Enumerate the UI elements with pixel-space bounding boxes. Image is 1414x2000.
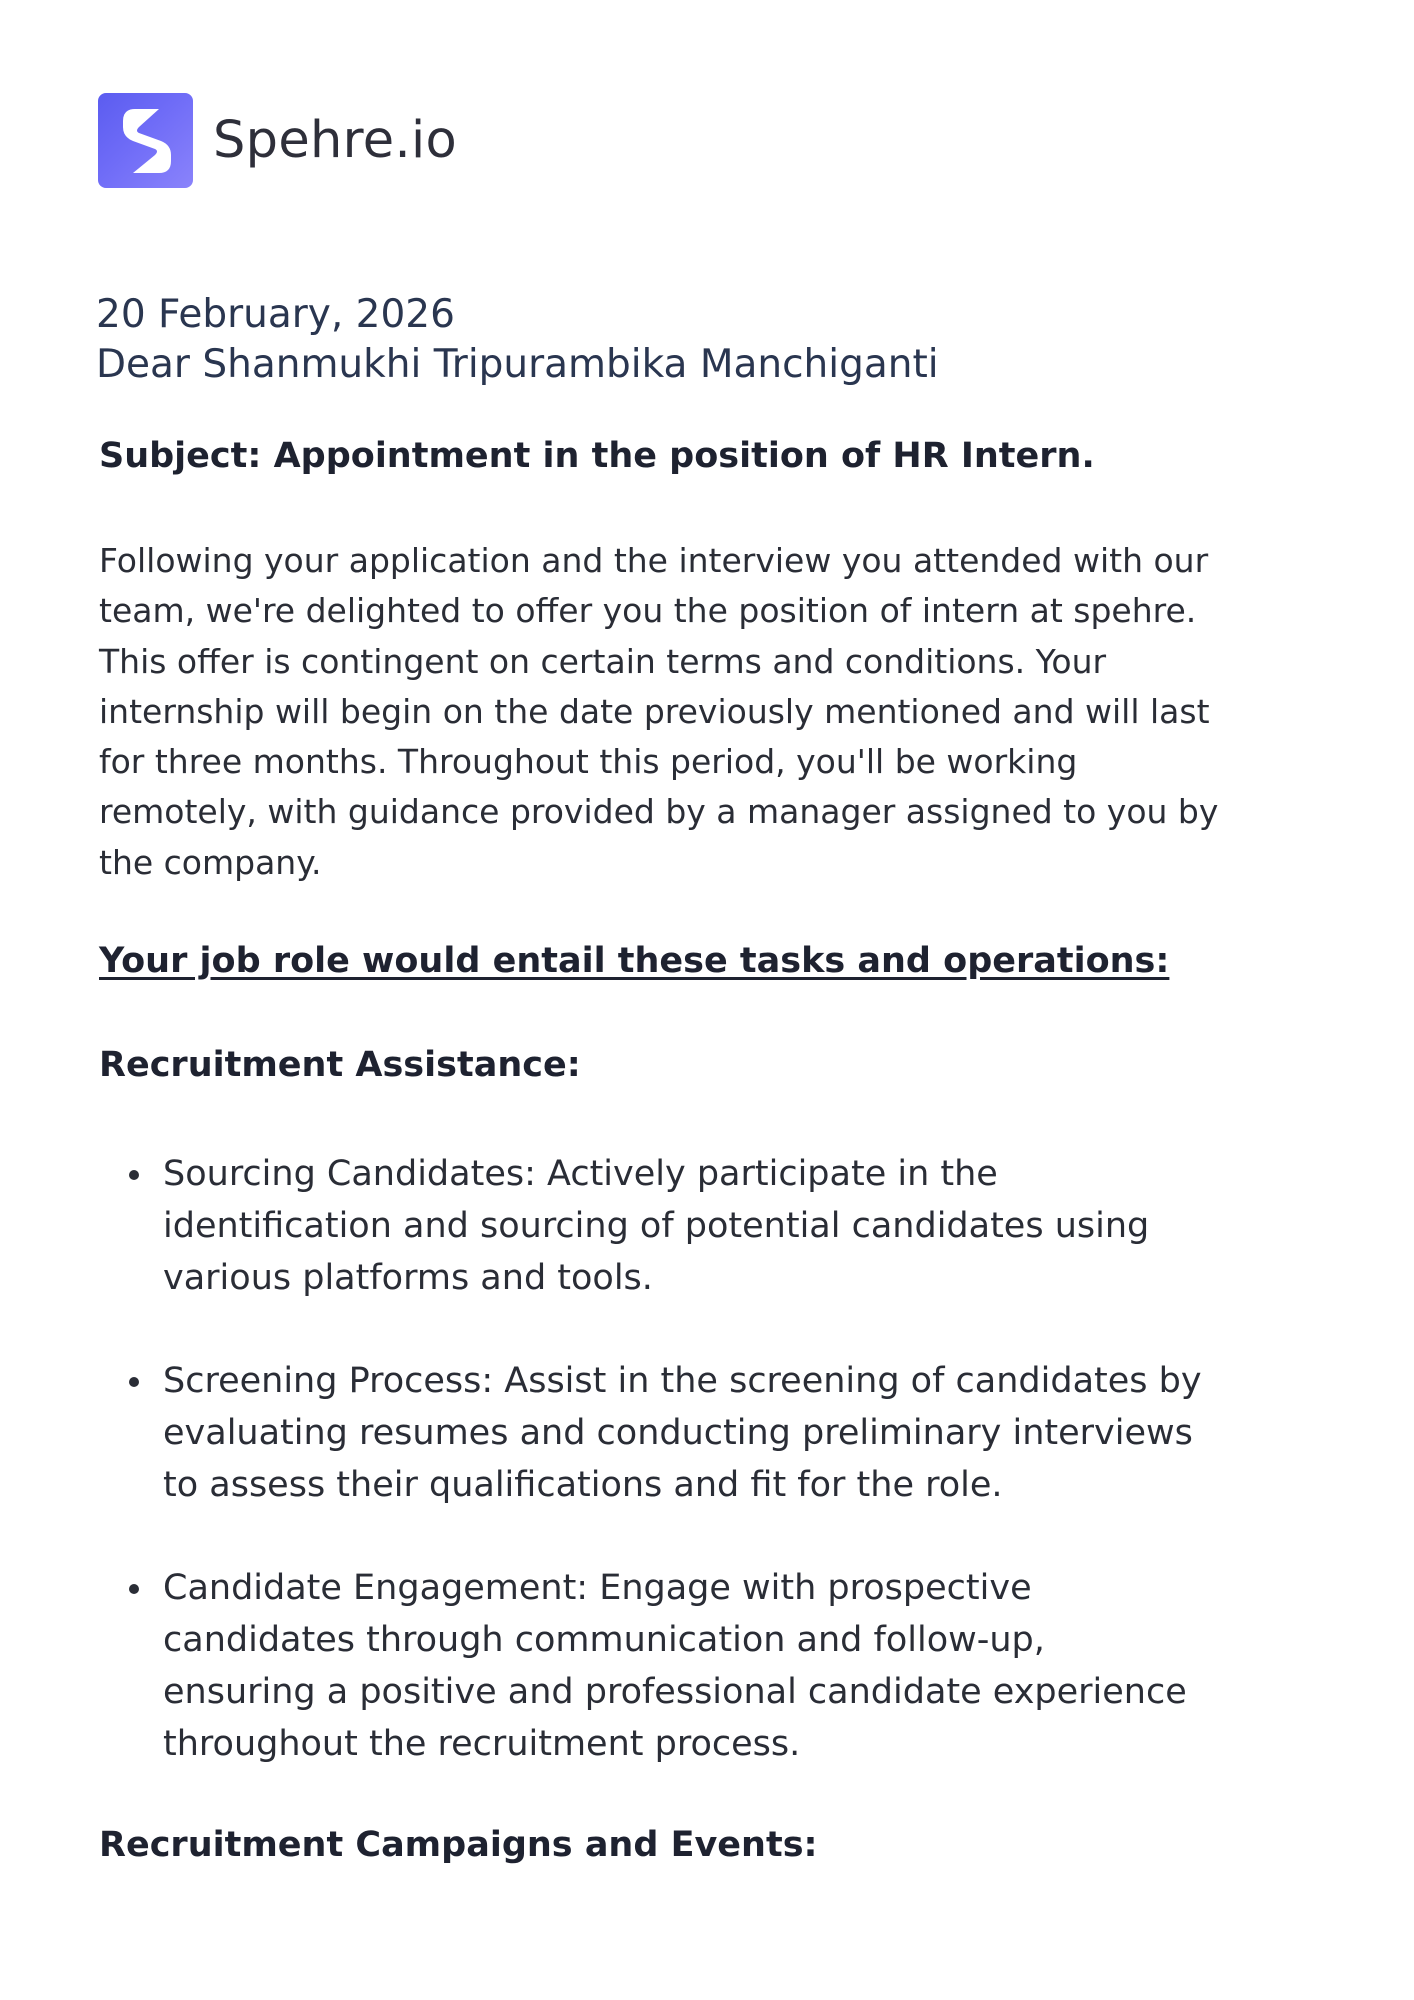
task-line: evaluating resumes and conducting preliminary interviews: [163, 1413, 1193, 1453]
letter-date: 20 February, 2026: [96, 292, 455, 337]
bullet-icon: [129, 1170, 139, 1180]
task-line: ensuring a positive and professional candidate experience: [163, 1672, 1187, 1712]
letter-subject: Subject: Appointment in the position of HR Intern.: [99, 436, 1095, 476]
s-logo-icon: [98, 93, 193, 188]
task-text: [163, 1355, 1339, 1511]
task-text: [163, 1562, 1339, 1770]
intro-line: for three months. Throughout this period, you'll be working: [99, 742, 1078, 782]
task-line: various platforms and tools.: [163, 1258, 653, 1298]
intro-paragraph: [99, 536, 1329, 888]
task-line: throughout the recruitment process.: [163, 1724, 801, 1764]
task-text: [163, 1148, 1339, 1304]
s-logo-glyph: [115, 105, 177, 177]
task-line: Candidate Engagement: Engage with prospective: [163, 1568, 1032, 1608]
intro-line: This offer is contingent on certain terms and conditions. Your: [99, 641, 1107, 681]
intro-line: internship will begin on the date previously mentioned and will last: [99, 691, 1210, 731]
task-line: identification and sourcing of potential candidates using: [163, 1206, 1150, 1246]
brand-name: Spehre.io: [213, 111, 457, 170]
intro-line: Following your application and the interview you attended with our: [99, 541, 1209, 580]
section-heading-recruitment-campaigns: Recruitment Campaigns and Events:: [99, 1825, 818, 1865]
intro-line: remotely, with guidance provided by a manager assigned to you by: [99, 792, 1219, 832]
task-line: Screening Process: Assist in the screening of candidates by: [163, 1361, 1202, 1401]
intro-line: team, we're delighted to offer you the position of intern at spehre.: [99, 591, 1197, 631]
brand-header: [98, 93, 457, 188]
task-line: candidates through communication and follow-up,: [163, 1620, 1045, 1660]
task-line: to assess their qualifications and fit for the role.: [163, 1465, 1003, 1505]
role-heading: Your job role would entail these tasks and operations:: [99, 941, 1170, 981]
bullet-icon: [129, 1377, 139, 1387]
task-line: Sourcing Candidates: Actively participate in the: [163, 1154, 998, 1194]
letter-greeting: Dear Shanmukhi Tripurambika Manchiganti: [96, 342, 939, 387]
bullet-icon: [129, 1584, 139, 1594]
intro-line: the company.: [99, 842, 322, 882]
section-heading-recruitment-assistance: Recruitment Assistance:: [99, 1045, 581, 1085]
